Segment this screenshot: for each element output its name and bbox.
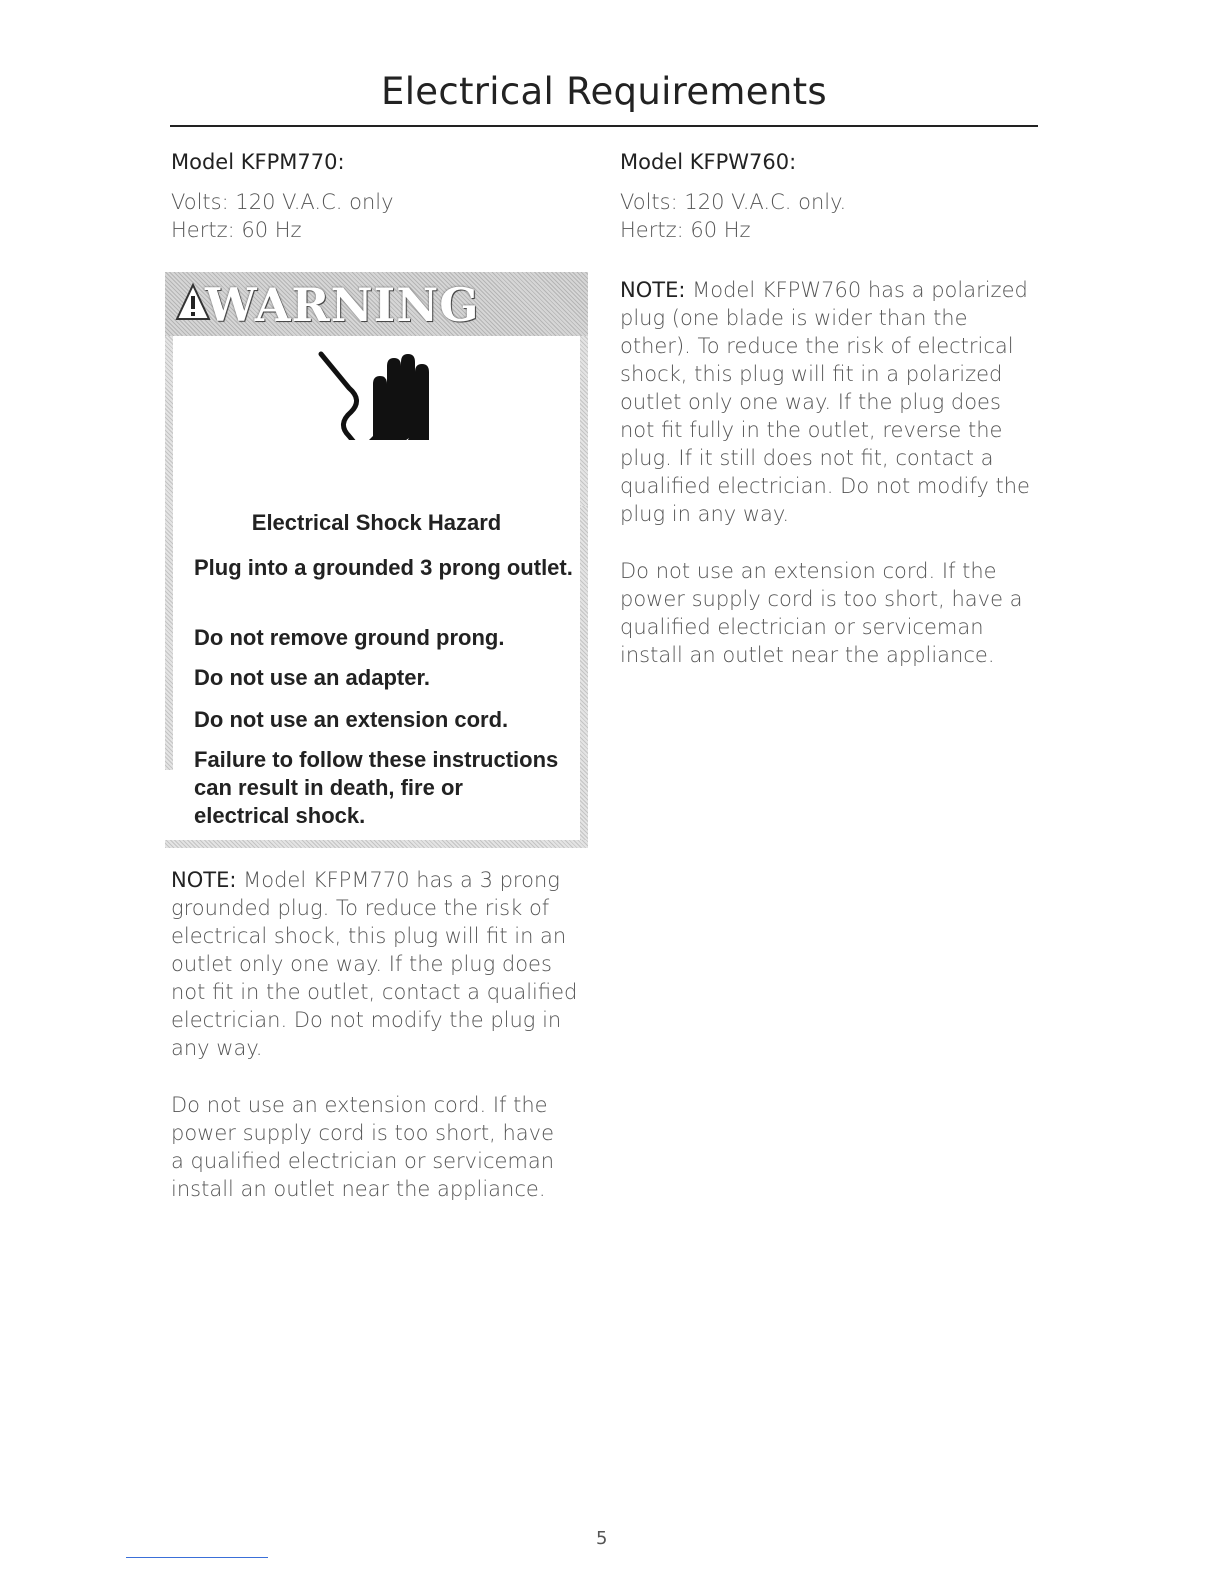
note-label: NOTE: <box>171 868 237 892</box>
right-note <box>620 276 1038 528</box>
warning-line: Failure to follow these instructions can result in death, fire or electrical shock. <box>194 747 559 828</box>
warning-box <box>165 272 588 848</box>
left-hertz: Hertz: 60 Hz <box>171 218 302 242</box>
note-text: Model KFPM770 has a 3 prong grounded plug. To reduce the risk of electrical shock, this plug will fit in an outlet only one way. If the plug does not fit in the outlet, contact a qualified electrician. Do not modify the plug in any way. <box>171 868 578 1060</box>
warning-line: Do not remove ground prong. <box>194 625 505 650</box>
title-rule <box>170 125 1038 127</box>
hazard-title: Electrical Shock Hazard <box>251 510 502 535</box>
note-text: Model KFPW760 has a polarized plug (one blade is wider than the other). To reduce the risk of electrical shock, this plug will fit in a polarized outlet only one way. If the plug does not fit fully in the outlet, reverse the plug. If it still does not fit, contact a qualified electrician. Do not modify the plug in any way. <box>620 278 1030 526</box>
left-model-heading: Model KFPM770: <box>171 150 345 174</box>
warning-line: Do not use an extension cord. <box>194 707 509 732</box>
warning-header <box>165 272 588 336</box>
left-column <box>171 150 591 244</box>
warning-title: WARNING <box>205 278 480 332</box>
page-title: Electrical Requirements <box>381 70 827 113</box>
left-extension-note: Do not use an extension cord. If the power supply cord is too short, have a qualified electrician or serviceman install an outlet near the appliance. <box>171 1093 555 1201</box>
left-volts: Volts: 120 V.A.C. only <box>171 190 394 214</box>
right-column <box>620 150 1040 244</box>
warning-border <box>580 506 588 848</box>
warning-body <box>173 440 580 840</box>
right-volts: Volts: 120 V.A.C. only. <box>620 190 847 214</box>
warning-line: Plug into a grounded 3 prong outlet. <box>194 555 573 580</box>
left-note <box>171 866 586 1062</box>
warning-line: Do not use an adapter. <box>194 665 430 690</box>
note-label: NOTE: <box>620 278 686 302</box>
page-number: 5 <box>596 1528 608 1549</box>
footer-rule <box>126 1557 268 1558</box>
right-model-heading: Model KFPW760: <box>620 150 797 174</box>
right-extension-note: Do not use an extension cord. If the power supply cord is too short, have a qualified electrician or serviceman install an outlet near the appliance. <box>620 559 1023 667</box>
right-hertz: Hertz: 60 Hz <box>620 218 751 242</box>
warning-border <box>165 840 588 848</box>
